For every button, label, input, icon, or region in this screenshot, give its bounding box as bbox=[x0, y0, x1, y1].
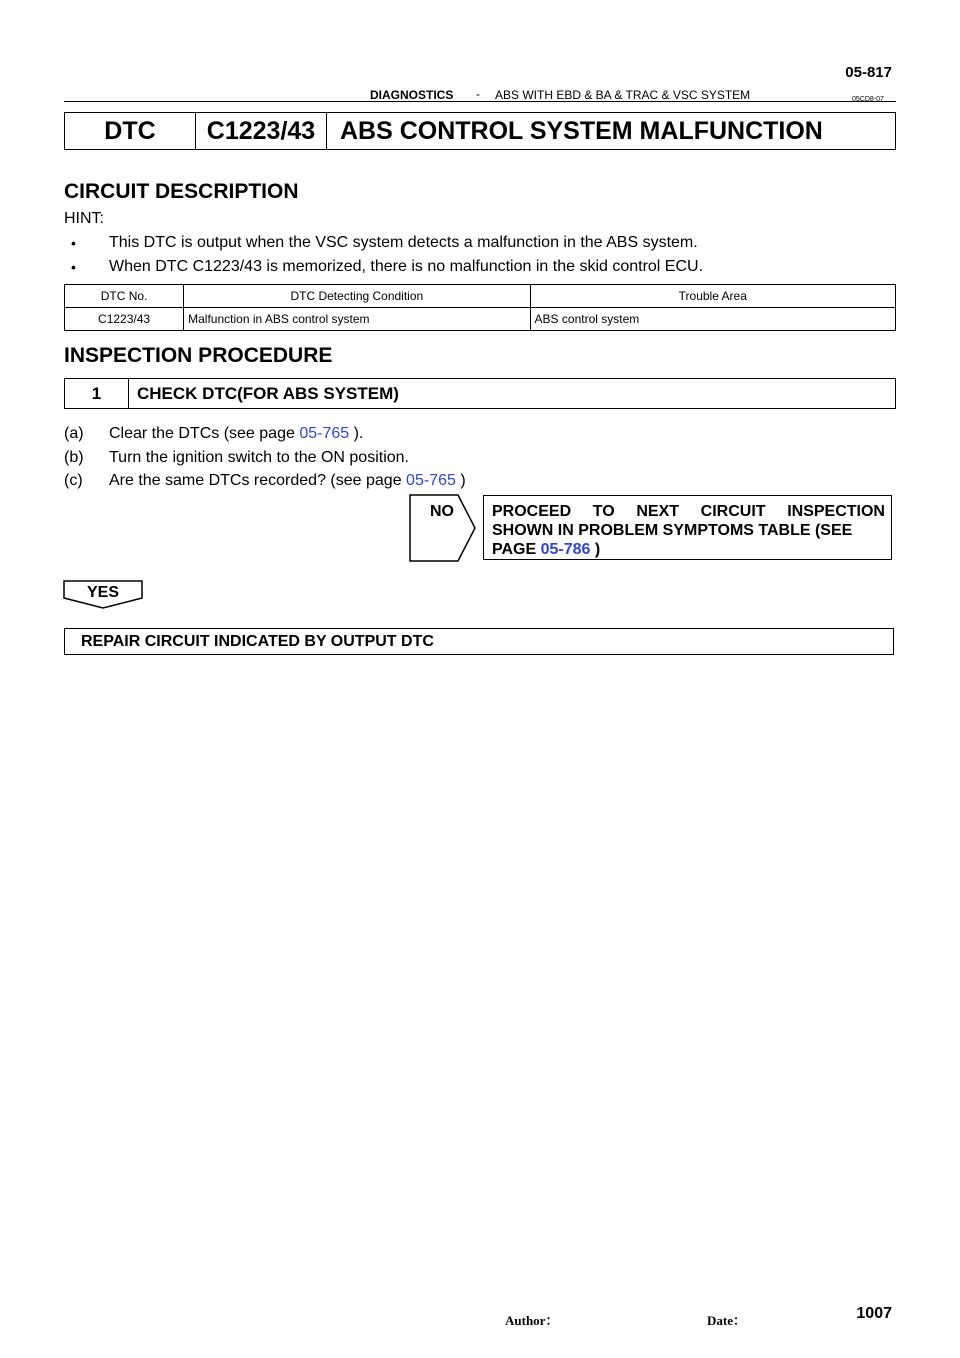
dtc-label: DTC bbox=[65, 113, 196, 149]
step-box bbox=[64, 378, 896, 409]
no-result-word: INSPECTION bbox=[787, 503, 885, 520]
bullet-icon: • bbox=[71, 259, 76, 275]
table-cell: ABS control system bbox=[530, 308, 895, 331]
table-header-cell: DTC No. bbox=[65, 285, 184, 308]
step-title: CHECK DTC(FOR ABS SYSTEM) bbox=[137, 383, 399, 403]
procedure-item bbox=[64, 449, 764, 469]
bullet-icon: • bbox=[71, 235, 76, 251]
item-text bbox=[109, 425, 363, 443]
table-header-cell: DTC Detecting Condition bbox=[184, 285, 530, 308]
table-cell: C1223/43 bbox=[65, 308, 184, 331]
header-rule bbox=[64, 101, 896, 102]
procedure-item bbox=[64, 472, 764, 492]
step-number: 1 bbox=[65, 379, 129, 408]
no-result-line-3 bbox=[492, 540, 891, 559]
item-text-main: Clear the DTCs (see page bbox=[109, 425, 295, 442]
page-link[interactable]: 05-786 bbox=[540, 541, 591, 558]
procedure-item bbox=[64, 425, 764, 445]
no-result-line-2: SHOWN IN PROBLEM SYMPTOMS TABLE (SEE bbox=[492, 522, 853, 539]
item-text-suffix: ). bbox=[353, 425, 364, 442]
no-result-box bbox=[483, 495, 892, 560]
no-label: NO bbox=[430, 503, 454, 520]
date-label: Date： bbox=[707, 1313, 746, 1328]
item-label: (c) bbox=[64, 472, 83, 489]
item-label: (b) bbox=[64, 449, 84, 466]
no-result-word: PROCEED bbox=[492, 503, 572, 520]
dtc-table bbox=[64, 284, 896, 331]
no-result-line-1 bbox=[492, 502, 891, 521]
system-name: ABS WITH EBD & BA & TRAC & VSC SYSTEM bbox=[495, 88, 751, 102]
item-label: (a) bbox=[64, 425, 84, 442]
no-result-word: TO bbox=[592, 503, 615, 520]
no-result-word: NEXT bbox=[636, 503, 680, 520]
circuit-description-heading: CIRCUIT DESCRIPTION bbox=[64, 180, 299, 203]
item-text-main: Are the same DTCs recorded? (see page bbox=[109, 472, 402, 489]
item-text-suffix: ) bbox=[460, 472, 466, 489]
no-result-word: CIRCUIT bbox=[700, 503, 766, 520]
dtc-code: C1223/43 bbox=[196, 113, 327, 149]
dtc-title-box bbox=[64, 112, 896, 150]
table-header-cell: Trouble Area bbox=[530, 285, 895, 308]
page-link[interactable]: 05-765 bbox=[299, 425, 350, 442]
dtc-name: ABS CONTROL SYSTEM MALFUNCTION bbox=[340, 116, 823, 145]
author-label: Author： bbox=[505, 1313, 559, 1328]
table-header-row bbox=[65, 285, 896, 308]
inspection-procedure-heading: INSPECTION PROCEDURE bbox=[64, 344, 333, 367]
header-separator: - bbox=[476, 87, 480, 101]
document-code: 05CD8-07 bbox=[852, 96, 884, 103]
bullet-text: When DTC C1223/43 is memorized, there is no malfunction in the skid control ECU. bbox=[109, 258, 704, 275]
yes-label: YES bbox=[86, 584, 119, 601]
footer-page-number: 1007 bbox=[856, 1305, 892, 1322]
page-number: 05-817 bbox=[845, 64, 892, 81]
table-cell: Malfunction in ABS control system bbox=[184, 308, 530, 331]
hint-label: HINT: bbox=[64, 210, 104, 227]
item-text bbox=[109, 472, 466, 490]
table-row bbox=[65, 308, 896, 331]
no-result-page-label: PAGE bbox=[492, 541, 537, 558]
page-link[interactable]: 05-765 bbox=[406, 472, 456, 489]
item-text: Turn the ignition switch to the ON position. bbox=[109, 449, 409, 466]
no-result-close: ) bbox=[594, 541, 601, 558]
bullet-text: This DTC is output when the VSC system detects a malfunction in the ABS system. bbox=[109, 234, 698, 251]
section-name: DIAGNOSTICS bbox=[370, 88, 454, 102]
yes-result-box: REPAIR CIRCUIT INDICATED BY OUTPUT DTC bbox=[64, 628, 894, 655]
